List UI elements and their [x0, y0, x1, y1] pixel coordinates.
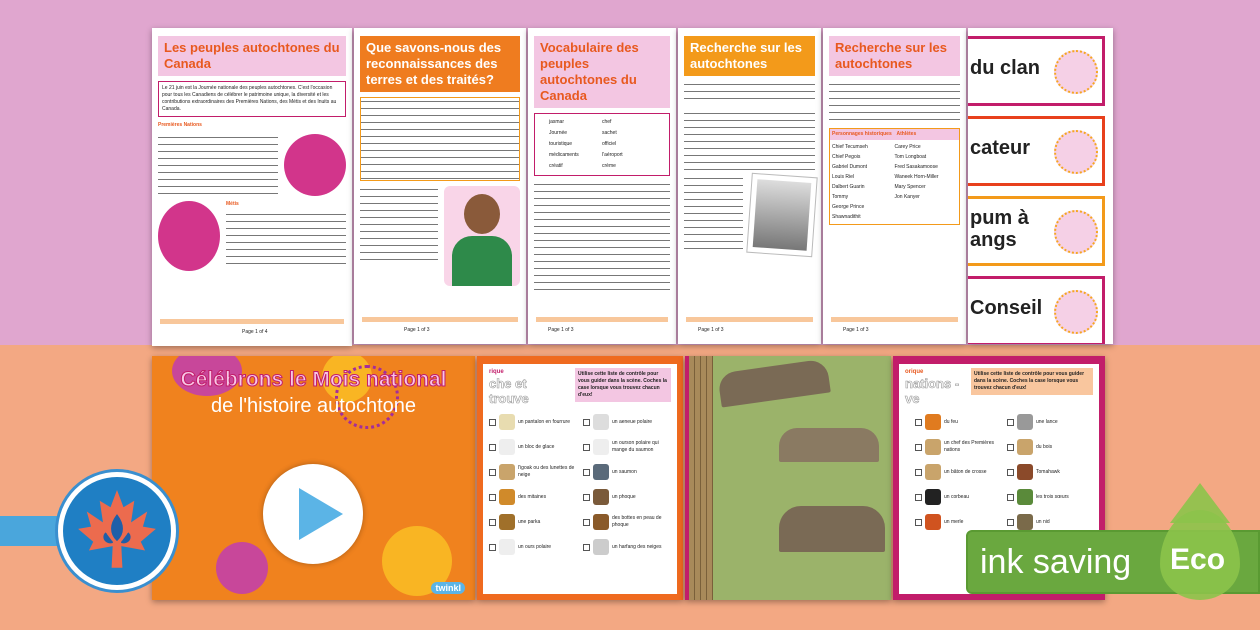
video-title-block: [162, 368, 465, 418]
cell: Dalbert Guarin: [832, 184, 865, 190]
checklist-header: [489, 368, 671, 406]
vocab-word: chef: [602, 119, 612, 125]
footer-bar: [686, 317, 813, 322]
village-scene-illustration: [685, 356, 891, 600]
word-card: [968, 276, 1105, 344]
checklist: [905, 414, 1093, 530]
checklist-item[interactable]: un ourson polaire qui mange du saumon: [583, 439, 671, 455]
text-block: [360, 186, 438, 266]
page-title: Vocabulaire des peuples autochtones du Canada: [534, 36, 670, 108]
cell: Chief Tecumseh: [832, 144, 868, 150]
section-row: [158, 201, 346, 271]
decor-circle: [216, 542, 268, 594]
maple-leaf-badge: [58, 472, 176, 590]
footer-bar: [362, 317, 518, 322]
checklist-item[interactable]: un harfang des neiges: [583, 539, 671, 555]
checklist-item[interactable]: du bois: [1007, 439, 1093, 455]
text-block: [226, 211, 346, 267]
section-row: [684, 175, 815, 255]
worksheet-page-1: [152, 28, 352, 346]
page-title: Que savons-nous des reconnaissances des terres et des traités?: [360, 36, 520, 92]
cell: Gabriel Dumont: [832, 164, 868, 170]
checklist-item[interactable]: un chef des Premières nations: [915, 439, 1001, 455]
text-block: [829, 81, 960, 123]
footer-bar: [536, 317, 668, 322]
longhouse: [779, 428, 879, 462]
word-cards-page: [968, 28, 1113, 344]
cell: George Prince: [832, 204, 865, 210]
cell: Jon Kanyer: [894, 194, 920, 200]
card-word: cateur: [970, 137, 1031, 159]
text-block: [684, 81, 815, 105]
table-header: Personnages historiques: [832, 131, 892, 137]
instructions: Utilise cette liste de contrôle pour vous guider dans la scène. Coches la case lorsque vous trouvez chacun d'eux!: [575, 368, 671, 402]
card-word: pum à angs: [970, 207, 1029, 251]
eco-label: Eco: [1170, 543, 1226, 576]
table-column: [832, 142, 895, 222]
ink-saving-label: ink saving: [980, 543, 1132, 581]
page-title: Recherche sur les autochtones: [684, 36, 815, 76]
card-word: du clan: [970, 57, 1041, 79]
historical-photo: [746, 173, 817, 257]
table-header: Athlètes: [896, 131, 917, 137]
checklist-item[interactable]: une parka: [489, 514, 577, 530]
vocab-box: [534, 113, 670, 176]
footer-bar: [831, 317, 958, 322]
video-subtitle: de l'histoire autochtone: [210, 395, 417, 417]
page-number: Page 1 of 3: [698, 327, 724, 333]
vocab-word: médicaments: [549, 152, 579, 158]
council-icon: [1054, 290, 1098, 334]
checklist-header: [905, 368, 1093, 406]
cell: Tommy: [832, 194, 849, 200]
vocab-word: jasmar: [549, 119, 565, 125]
cell: Louis Riel: [832, 174, 854, 180]
table: [829, 128, 960, 225]
page-number: Page 1 of 3: [404, 327, 430, 333]
illustration-icon: [1054, 50, 1098, 94]
checklist-item[interactable]: un bloc de glace: [489, 439, 577, 455]
text-block: [684, 175, 743, 255]
maple-leaf-icon: [63, 477, 171, 585]
people-illustration: [284, 134, 346, 196]
canoe-icon: [1054, 130, 1098, 174]
play-icon: [299, 488, 343, 540]
eco-drop-tip: [1170, 483, 1230, 523]
checklist-title: nations - ve: [905, 376, 960, 406]
vocab-word: Journée: [549, 130, 568, 136]
worksheet-page-3: [528, 28, 676, 344]
vocab-word: touristique: [549, 141, 573, 147]
people-illustration: [158, 201, 220, 271]
video-slide[interactable]: [152, 356, 475, 600]
page-number: Page 1 of 4: [242, 329, 268, 335]
word-card: [968, 36, 1105, 106]
card-word: Conseil: [970, 297, 1043, 319]
vocab-word: sachet: [602, 130, 617, 136]
page-title: Les peuples autochtones du Canada: [158, 36, 346, 76]
text-block: [534, 181, 670, 291]
section-heading: Premières Nations: [158, 122, 202, 128]
vocab-word: crème: [602, 163, 616, 169]
text-block: [684, 110, 815, 170]
cell: Chief Pegois: [832, 154, 861, 160]
checklist-item[interactable]: l'igoak ou des lunettes de neige: [489, 464, 577, 480]
section-row: [158, 134, 346, 196]
checklist-title: che et trouve: [489, 376, 529, 406]
checklist-page-1: [477, 356, 683, 600]
checklist-item[interactable]: des mitaines: [489, 489, 577, 505]
table-column: [895, 142, 958, 222]
wampum-icon: [1054, 210, 1098, 254]
play-button[interactable]: [263, 464, 363, 564]
page-number: Page 1 of 3: [843, 327, 869, 333]
vocab-word: l'aéroport: [602, 152, 623, 158]
checklist-item[interactable]: un pantalon en fourrure: [489, 414, 577, 430]
checklist-item[interactable]: une lance: [1007, 414, 1093, 430]
section-heading: Métis: [226, 201, 239, 207]
checklist-item[interactable]: un phoque: [583, 489, 671, 505]
cell: Waneek Horn-Miller: [894, 174, 939, 180]
longhouse: [779, 506, 885, 552]
kicker: orique: [905, 369, 924, 375]
checklist-item[interactable]: des bottes en peau de phoque: [583, 514, 671, 530]
worksheet-page-5: [823, 28, 966, 344]
cell: Tom Longboat: [894, 154, 927, 160]
cell: Fred Sasakamoose: [894, 164, 938, 170]
worksheet-page-4: [678, 28, 821, 344]
checklist: [489, 414, 671, 555]
text-block: [158, 134, 278, 194]
footer-bar: [160, 319, 344, 324]
child-illustration: [444, 186, 520, 286]
word-card: [968, 116, 1105, 186]
checklist-item[interactable]: un ours polaire: [489, 539, 577, 555]
video-title: Célébrons le Mois national: [180, 368, 447, 391]
vocab-word: officiel: [602, 141, 617, 147]
checklist-item[interactable]: Tomahawk: [1007, 464, 1093, 480]
checklist-item[interactable]: les trois sœurs: [1007, 489, 1093, 505]
checklist-item[interactable]: un saumon: [583, 464, 671, 480]
instructions: Utilise cette liste de contrôle pour vous guider dans la scène. Coches la case lorsque vous trouvez chacun d'eux!: [971, 368, 1093, 395]
cell: Mary Spencer: [894, 184, 926, 190]
palisade: [689, 356, 713, 600]
checklist-item[interactable]: un nid: [1007, 514, 1093, 530]
checklist-item[interactable]: un corbeau: [915, 489, 1001, 505]
page-title: Recherche sur les autochtones: [829, 36, 960, 76]
cell: Carey Price: [894, 144, 921, 150]
intro-text: Le 21 juin est la Journée nationale des peuples autochtones. C'est l'occasion pour tous les Canadiens de célébrer le patrimoine unique, la diversité et les contributions extraordinaires des Premières Nations, des Métis et des Inuits au Canada.: [158, 81, 346, 117]
longhouse: [717, 359, 831, 408]
kicker: rique: [489, 369, 504, 375]
text-block: [360, 97, 520, 181]
word-card: [968, 196, 1105, 266]
twinkl-logo: twinkl: [431, 582, 465, 594]
section-row: [360, 186, 520, 286]
page-number: Page 1 of 3: [548, 327, 574, 333]
checklist-item[interactable]: du feu: [915, 414, 1001, 430]
checklist-item[interactable]: un bâton de crosse: [915, 464, 1001, 480]
cell: Shawnadithit: [832, 214, 861, 220]
checklist-item[interactable]: un aeneue polaire: [583, 414, 671, 430]
worksheet-page-2: [354, 28, 526, 344]
vocab-word: créatif: [549, 163, 563, 169]
checklist-item[interactable]: un merle: [915, 514, 1001, 530]
